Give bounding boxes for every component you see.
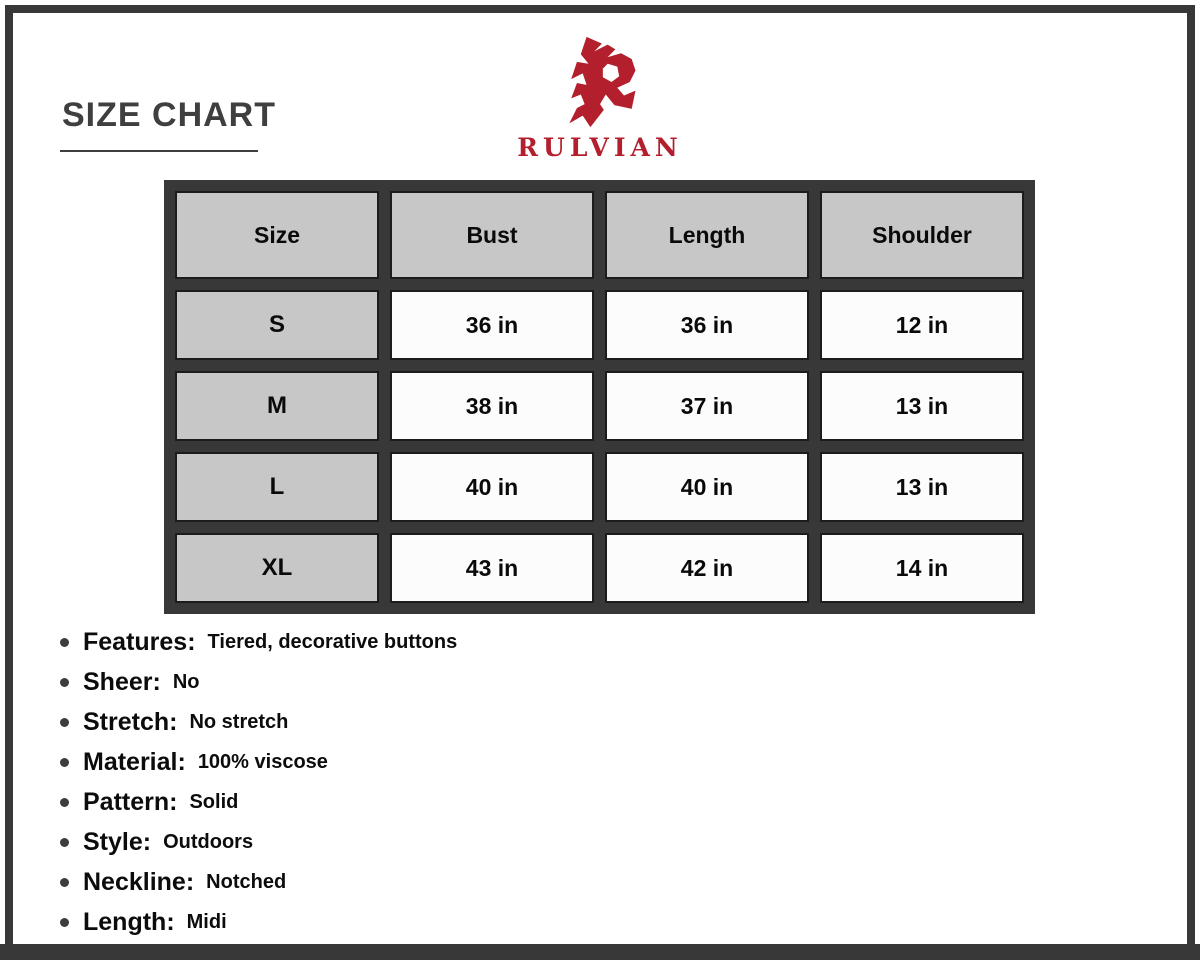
column-header-length: Length: [605, 191, 809, 279]
list-item-style: [60, 822, 457, 862]
column-header-size: Size: [175, 191, 379, 279]
shoulder-value-cell: 13 in: [820, 371, 1024, 441]
spec-value: Midi: [186, 910, 227, 933]
bust-value-cell: 36 in: [390, 290, 594, 360]
size-label-cell: S: [175, 290, 379, 360]
product-specs-list: [60, 622, 457, 942]
table-row: [175, 290, 1024, 360]
length-value-cell: 40 in: [605, 452, 809, 522]
table-header-row: [175, 191, 1024, 279]
spec-value: Notched: [206, 870, 287, 893]
page-bottom-bar: [0, 944, 1200, 960]
bullet-icon: [60, 838, 69, 847]
brand-block: [450, 34, 750, 162]
spec-value: Solid: [189, 790, 239, 813]
list-item-sheer: [60, 662, 457, 702]
spec-value: No stretch: [189, 710, 289, 733]
shoulder-value-cell: 14 in: [820, 533, 1024, 603]
bullet-icon: [60, 918, 69, 927]
spec-label: Features:: [83, 627, 196, 656]
list-item-neckline: [60, 862, 457, 902]
length-value-cell: 37 in: [605, 371, 809, 441]
bust-value-cell: 43 in: [390, 533, 594, 603]
bullet-icon: [60, 718, 69, 727]
spec-value: Outdoors: [163, 830, 254, 853]
bullet-icon: [60, 678, 69, 687]
bust-value-cell: 38 in: [390, 371, 594, 441]
table-row: [175, 452, 1024, 522]
logo-r-shape: [569, 37, 635, 127]
spec-label: Sheer:: [83, 667, 161, 696]
spec-label: Material:: [83, 747, 186, 776]
spec-value: Tiered, decorative buttons: [207, 630, 458, 653]
column-header-shoulder: Shoulder: [820, 191, 1024, 279]
spec-label: Neckline:: [83, 867, 195, 896]
list-item-stretch: [60, 702, 457, 742]
list-item-length: [60, 902, 457, 942]
table-row: [175, 533, 1024, 603]
brand-name: RULVIAN: [517, 133, 683, 162]
size-label-cell: XL: [175, 533, 379, 603]
bullet-icon: [60, 798, 69, 807]
bust-value-cell: 40 in: [390, 452, 594, 522]
bullet-icon: [60, 638, 69, 647]
title-underline: [60, 150, 258, 152]
shoulder-value-cell: 13 in: [820, 452, 1024, 522]
list-item-material: [60, 742, 457, 782]
spec-label: Length:: [83, 907, 175, 936]
spec-label: Pattern:: [83, 787, 178, 816]
length-value-cell: 36 in: [605, 290, 809, 360]
size-label-cell: L: [175, 452, 379, 522]
page-title: SIZE CHART: [62, 96, 276, 134]
shoulder-value-cell: 12 in: [820, 290, 1024, 360]
column-header-bust: Bust: [390, 191, 594, 279]
size-label-cell: M: [175, 371, 379, 441]
list-item-pattern: [60, 782, 457, 822]
spec-value: No: [172, 670, 200, 693]
bullet-icon: [60, 878, 69, 887]
brand-r-logo-icon: [552, 34, 648, 132]
length-value-cell: 42 in: [605, 533, 809, 603]
list-item-features: [60, 622, 457, 662]
table-row: [175, 371, 1024, 441]
spec-value: 100% viscose: [197, 750, 328, 773]
spec-label: Style:: [83, 827, 152, 856]
size-chart-table: [164, 180, 1035, 614]
bullet-icon: [60, 758, 69, 767]
spec-label: Stretch:: [83, 707, 178, 736]
